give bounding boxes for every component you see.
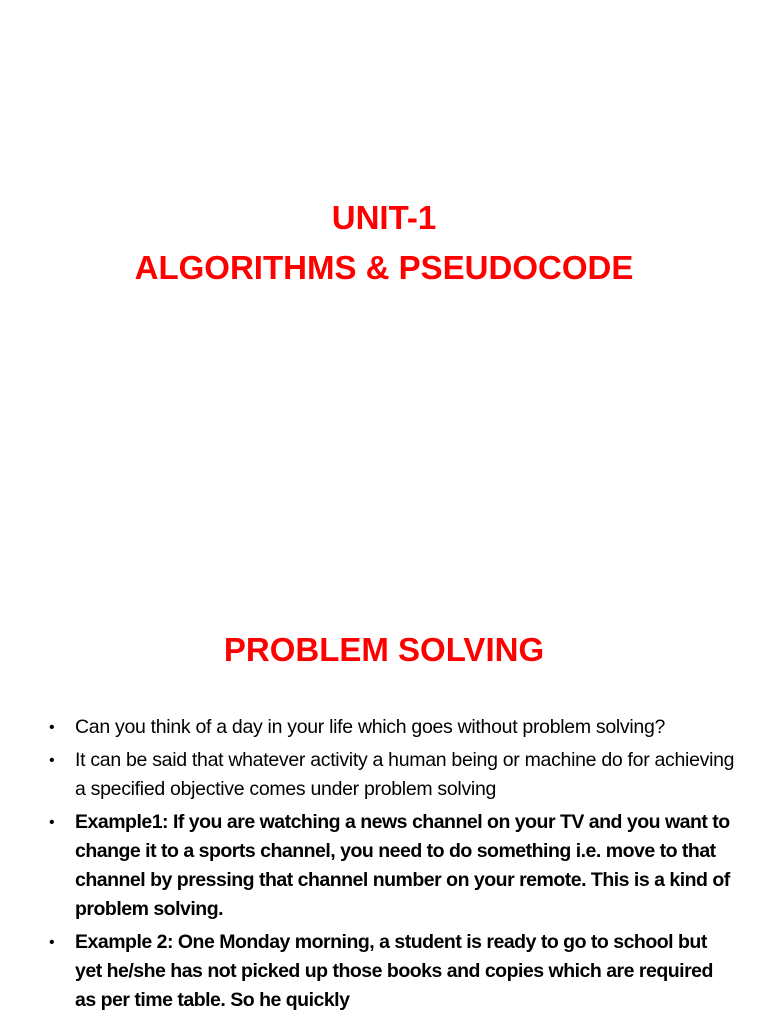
bullet-item-example-1 xyxy=(0,808,768,924)
bullet-icon: • xyxy=(49,752,55,769)
problem-solving-slide xyxy=(0,576,768,1024)
bullet-text: It can be said that whatever activity a human being or machine do for achieving a specified objective comes under problem solving xyxy=(75,749,735,800)
bullet-item xyxy=(0,713,768,742)
bullet-text: Example 2: One Monday morning, a student is ready to go to school but yet he/she has not picked up those books and copies which are required as per time table. So he quickly xyxy=(75,931,713,1011)
unit-title xyxy=(0,193,768,293)
bullet-icon: • xyxy=(49,814,55,831)
bullet-icon: • xyxy=(49,719,55,736)
unit-number: UNIT-1 xyxy=(331,199,437,236)
bullet-icon: • xyxy=(49,934,55,951)
bullet-text: Example1: If you are watching a news channel on your TV and you want to change it to a sports channel, you need to do something i.e. move to that channel by pressing that channel number on your remote. This is a kind of problem solving. xyxy=(75,811,730,920)
bullet-list xyxy=(0,713,768,1019)
slide-title: PROBLEM SOLVING xyxy=(223,631,545,668)
bullet-item xyxy=(0,746,768,804)
bullet-item-example-2 xyxy=(0,928,768,1015)
bullet-text: Can you think of a day in your life which goes without problem solving? xyxy=(75,716,666,738)
unit-topic: ALGORITHMS & PSEUDOCODE xyxy=(134,249,634,286)
